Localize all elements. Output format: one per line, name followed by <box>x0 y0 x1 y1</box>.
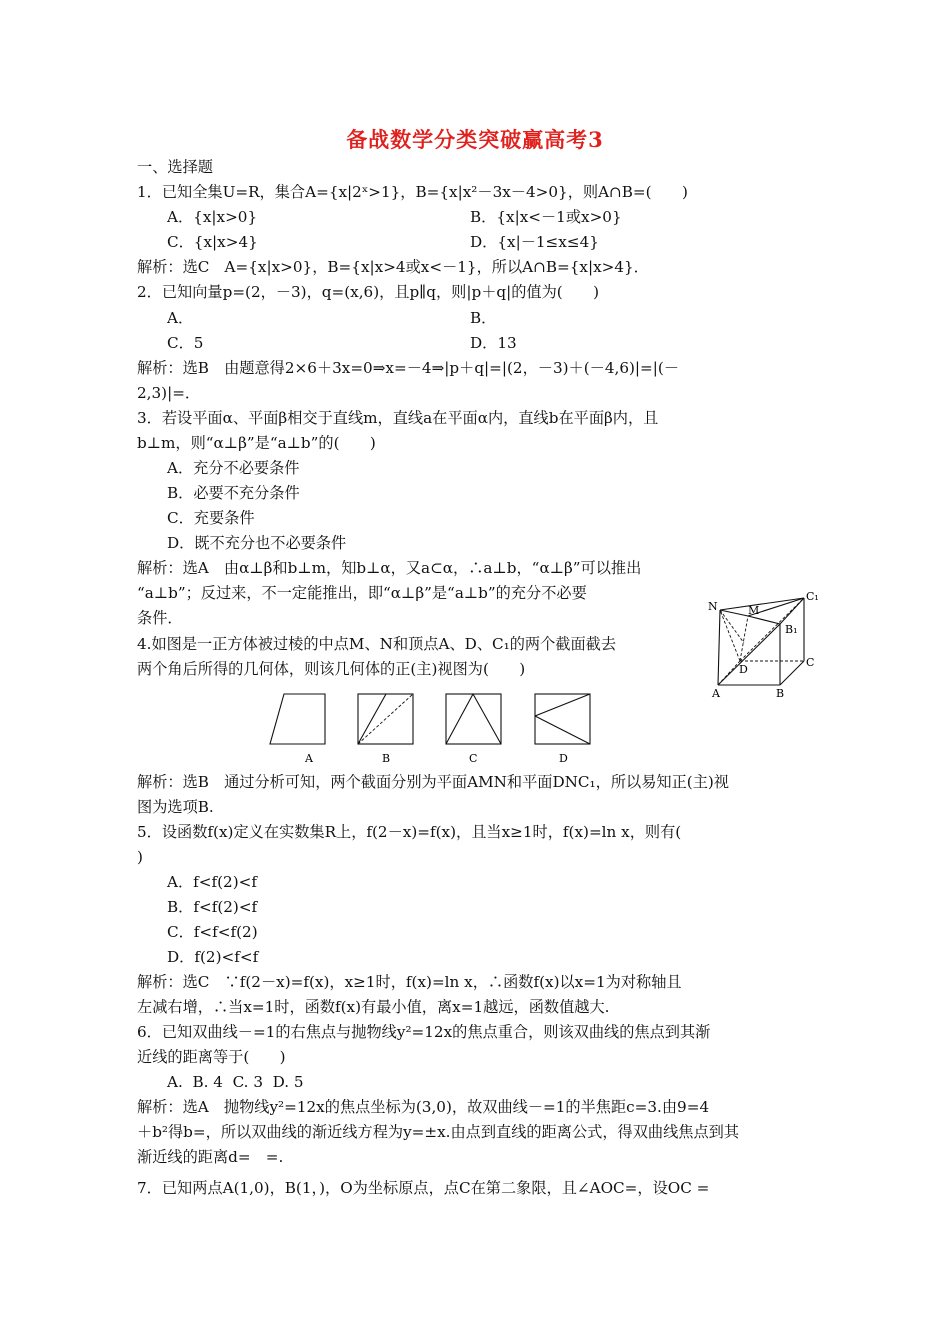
q3-option-d: D．既不充分也不必要条件 <box>167 534 347 552</box>
q3-option-b: B．必要不充分条件 <box>167 484 300 502</box>
label-m: M <box>748 604 760 617</box>
question-3-line1: 3．若设平面α、平面β相交于直线m，直线a在平面α内，直线b在平面β内，且 <box>137 409 659 427</box>
view-label-d: D <box>559 752 568 765</box>
view-d-shape <box>535 694 590 744</box>
view-label-b: B <box>382 752 391 765</box>
answer-3-line2: “a⊥b”；反过来，不一定能推出，即“α⊥β”是“a⊥b”的充分不必要 <box>137 584 587 602</box>
answer-6-line1: 解析：选A 抛物线y²=12x的焦点坐标为(3,0)，故双曲线－=1的半焦距c=3.由9=4 <box>137 1098 710 1116</box>
answer-3-line1: 解析：选A 由α⊥β和b⊥m，知b⊥α，又a⊂α，∴a⊥b，“α⊥β”可以推出 <box>137 559 642 577</box>
question-3-line2: b⊥m，则“α⊥β”是“a⊥b”的( ) <box>137 434 376 452</box>
question-6-line2: 近线的距离等于( ) <box>137 1048 286 1066</box>
answer-1: 解析：选C A={x|x>0}，B={x|x>4或x<－1}，所以A∩B={x|x>4}． <box>137 258 649 276</box>
question-6-line1: 6．已知双曲线－=1的右焦点与抛物线y²=12x的焦点重合，则该双曲线的焦点到其渐 <box>137 1023 711 1041</box>
q2-option-c: C．5 <box>167 334 204 352</box>
question-4-line2: 两个角后所得的几何体，则该几何体的正(主)视图为( ) <box>137 660 526 678</box>
q2-option-d: D．13 <box>470 334 517 352</box>
q5-option-c: C．f<f<f(2) <box>167 923 258 941</box>
section-heading: 一、选择题 <box>137 158 213 176</box>
q2-option-a: A． <box>167 309 194 327</box>
answer-2-line2: 2,3)|=． <box>137 384 201 402</box>
q5-option-a: A．f<f(2)<f <box>167 873 257 891</box>
view-label-c: C <box>469 752 478 765</box>
answer-4-line2: 图为选项B. <box>137 798 214 816</box>
label-b: B <box>776 687 785 700</box>
q6-options: A. B. 4 C. 3 D. 5 <box>167 1073 304 1091</box>
q1-option-d: D．{x|－1≤x≤4} <box>470 233 599 251</box>
question-2: 2．已知向量p=(2，－3)，q=(x,6)，且p∥q，则|p＋q|的值为( ) <box>137 283 600 301</box>
q3-option-a: A．充分不必要条件 <box>167 459 300 477</box>
answer-3-line3: 条件． <box>137 609 183 627</box>
label-b1: B₁ <box>785 623 798 636</box>
answer-5-line1: 解析：选C ∵f(2－x)=f(x)，x≥1时，f(x)=ln x，∴函数f(x)以x=1为对称轴且 <box>137 973 682 991</box>
q3-option-c: C．充要条件 <box>167 509 255 527</box>
q2-option-b: B． <box>470 309 497 327</box>
answer-4-line1: 解析：选B 通过分析可知，两个截面分别为平面AMN和平面DNC₁，所以易知正(主)视 <box>137 773 729 791</box>
q5-option-d: D．f(2)<f<f <box>167 948 259 966</box>
view-options-figure <box>262 688 612 770</box>
page-title: 备战数学分类突破赢高考3 <box>346 127 604 152</box>
question-5-line2: ) <box>137 848 143 866</box>
view-c-shape <box>446 694 501 744</box>
question-4-line1: 4.如图是一正方体被过棱的中点M、N和顶点A、D、C₁的两个截面截去 <box>137 635 617 653</box>
question-1: 1．已知全集U=R，集合A={x|2ˣ>1}，B={x|x²－3x－4>0}，则A∩B=( ) <box>137 183 688 201</box>
q1-option-c: C．{x|x>4} <box>167 233 258 251</box>
answer-5-line2: 左减右增，∴当x=1时，函数f(x)有最小值，离x=1越远，函数值越大. <box>137 998 610 1016</box>
cut-cube-figure <box>706 588 824 700</box>
label-c: C <box>806 656 815 669</box>
label-d: D <box>739 663 748 676</box>
q1-option-b: B．{x|x<－1或x>0} <box>470 208 622 226</box>
q1-option-a: A．{x|x>0} <box>167 208 258 226</box>
label-a: A <box>712 687 720 700</box>
answer-6-line2: ＋b²得b=，所以双曲线的渐近线方程为y=±x.由点到直线的距离公式，得双曲线焦点到其 <box>137 1123 740 1141</box>
view-label-a: A <box>305 752 313 765</box>
question-5-line1: 5．设函数f(x)定义在实数集R上，f(2－x)=f(x)，且当x≥1时，f(x)=ln x，则有( <box>137 823 682 841</box>
q5-option-b: B．f<f(2)<f <box>167 898 258 916</box>
question-7: 7．已知两点A(1,0)，B(1，)，O为坐标原点，点C在第二象限，且∠AOC=，设OC = <box>137 1179 710 1197</box>
answer-6-line3: 渐近线的距离d= =. <box>137 1148 284 1166</box>
view-a-shape <box>270 694 325 744</box>
answer-2-line1: 解析：选B 由题意得2×6＋3x=0⇒x=－4⇒|p＋q|=|(2，－3)＋(－4,6)|=|(－ <box>137 359 680 377</box>
label-n: N <box>708 600 718 613</box>
label-c1: C₁ <box>806 590 819 603</box>
